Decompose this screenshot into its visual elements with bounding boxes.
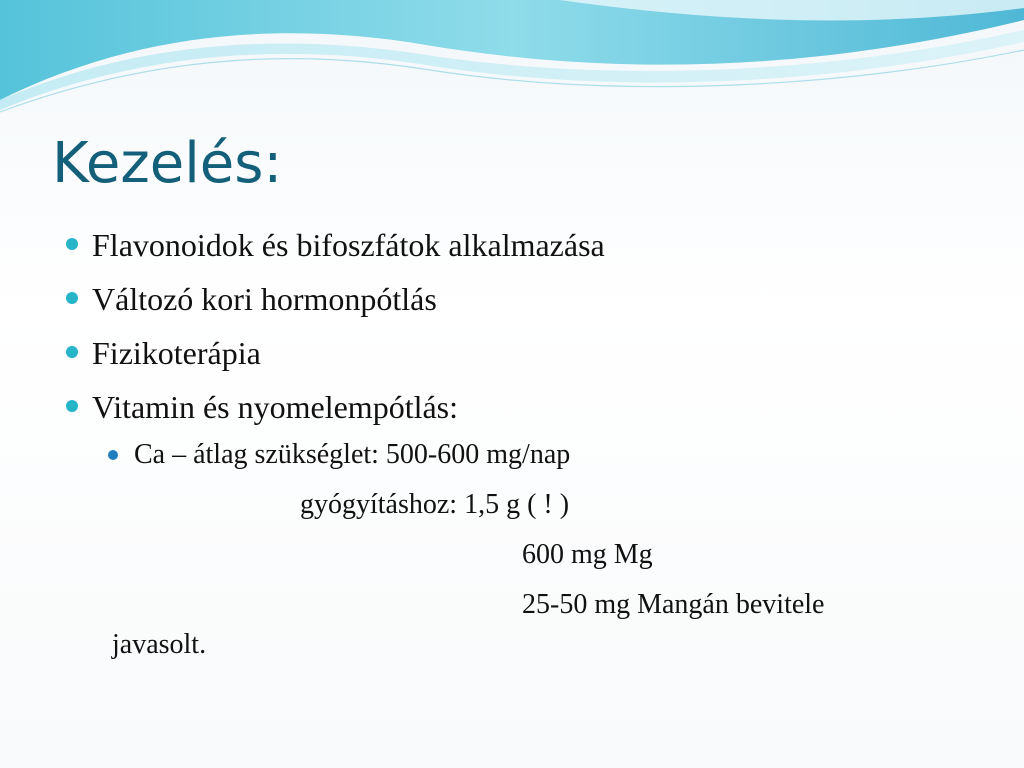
sub-bullet-continuation: javasolt.: [112, 629, 207, 660]
header-wave-decoration: [0, 0, 1024, 120]
sub-bullet-continuation: 600 mg Mg: [522, 539, 653, 570]
bullet-item: Vitamin és nyomelempótlás:: [92, 389, 459, 425]
bullet-dot-icon: [66, 346, 78, 358]
bullet-dot-icon: [66, 238, 78, 250]
bullet-dot-icon: [66, 292, 78, 304]
sub-bullet-dot-icon: [108, 450, 118, 460]
sub-bullet-item: Ca – átlag szükséglet: 500-600 mg/nap: [134, 439, 571, 470]
bullet-dot-icon: [66, 400, 78, 412]
bullet-item: Flavonoidok és bifoszfátok alkalmazása: [92, 227, 605, 263]
sub-bullet-continuation: gyógyításhoz: 1,5 g ( ! ): [300, 489, 570, 520]
bullet-item: Változó kori hormonpótlás: [92, 281, 437, 317]
bullet-item: Fizikoterápia: [92, 335, 261, 371]
sub-bullet-continuation: 25-50 mg Mangán bevitele: [522, 589, 825, 620]
slide-title: Kezelés:: [52, 131, 283, 196]
